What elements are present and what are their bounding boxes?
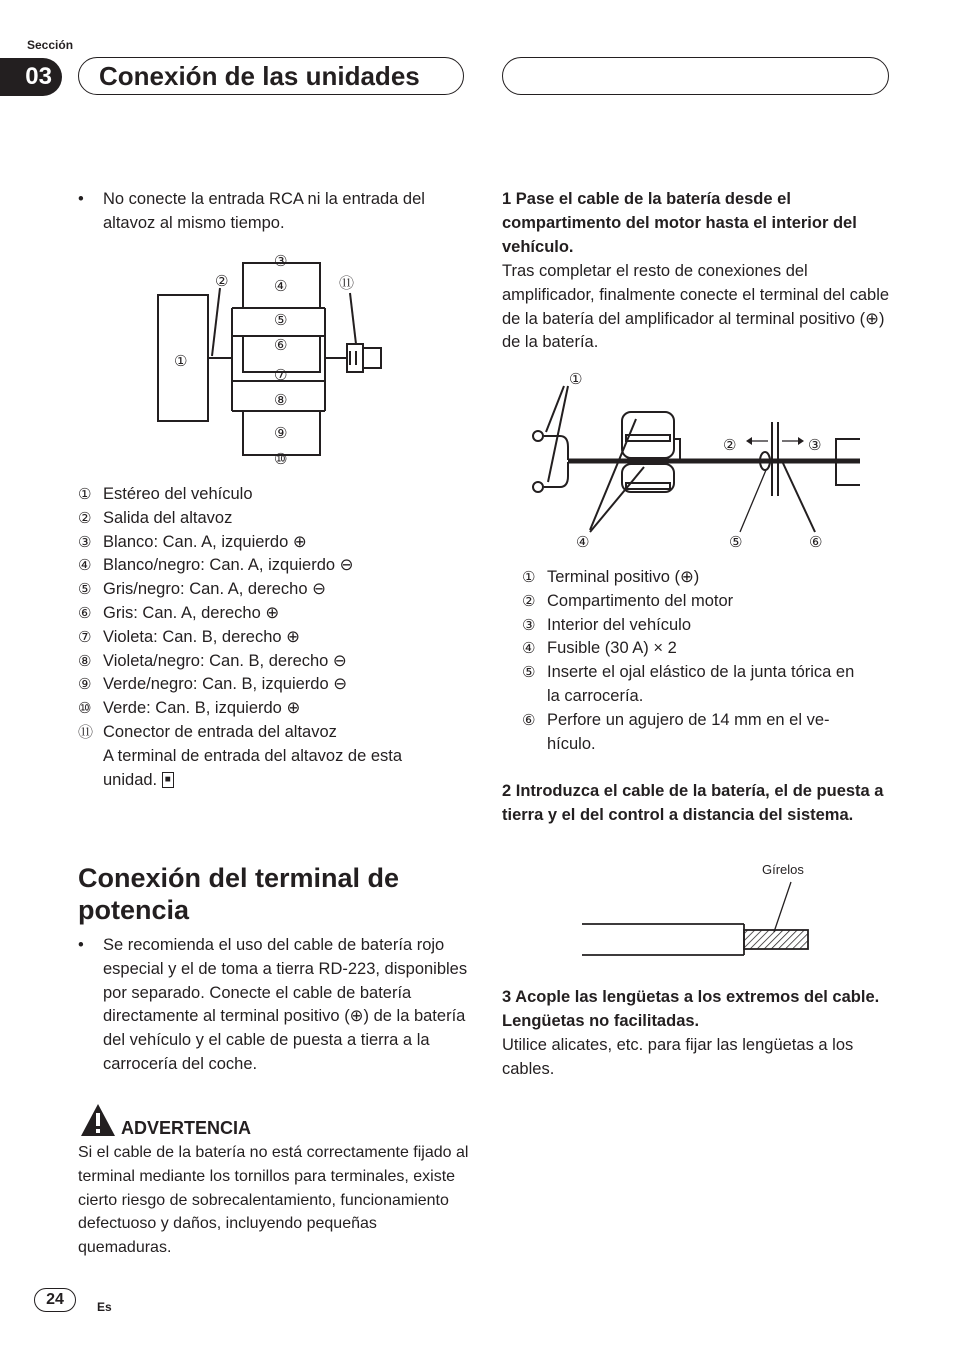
legend-item-continuation: unidad. ■	[78, 769, 478, 793]
bullet-rca-note: • No conecte la entrada RCA ni la entrada del altavoz al mismo tiempo.	[78, 190, 425, 232]
step-2-title: 2 Introduzca el cable de la batería, el de puesta a tierra y el del control a distancia del sistema.	[502, 782, 884, 824]
legend-item: ⑥ Perfore un agujero de 14 mm en el ve-	[522, 710, 830, 729]
legend-item: ③ Interior del vehículo	[522, 615, 691, 634]
diagram1-label-1: ①	[174, 352, 188, 370]
legend-item: ① Estéreo del vehículo	[78, 485, 253, 503]
twist-label: Gírelos	[762, 862, 804, 877]
step-1-title: 1 Pase el cable de la batería desde el compartimento del motor hasta el interior del vehículo.	[502, 190, 857, 256]
step-3-title: 3 Acople las lengüetas a los extremos del cable. Lengüetas no facilitadas.	[502, 988, 880, 1030]
bullet-battery-cable: • Se recomienda el uso del cable de batería rojo especial y el de toma a tierra RD-223, disponibles por separado. Conecte el cable de batería directamente al terminal positivo (⊕) de la batería del vehículo y el cable de puesta a tierra a la carrocería del coche.	[78, 936, 468, 1073]
speaker-wiring-diagram	[150, 248, 400, 473]
step-1-text: Tras completar el resto de conexiones del amplificador, finalmente conecte el terminal del cable de la batería del amplificador al terminal positivo (⊕) de la batería.	[502, 262, 890, 352]
legend-item: ④ Blanco/negro: Can. A, izquierdo ⊖	[78, 556, 354, 575]
legend-item-continuation: hículo.	[547, 734, 596, 753]
header-blank-pill	[502, 57, 889, 95]
section-label: Sección	[27, 38, 74, 52]
diagram1-label-4: ④	[274, 277, 288, 295]
diagram2-label-5: ⑤	[729, 533, 743, 551]
legend-item: ⑩ Verde: Can. B, izquierdo ⊕	[78, 699, 301, 718]
warning-text: Si el cable de la batería no está correctamente fijado al terminal mediante los tornillos para terminales, existe cierto riesgo de sobrecalentamiento, funcionamiento defectuoso y daños, incluyendo pequeñas quemaduras.	[78, 1144, 469, 1257]
page-number: 24	[34, 1288, 76, 1312]
warning-title: ADVERTENCIA	[121, 1118, 252, 1138]
diagram1-label-9: ⑨	[274, 424, 288, 442]
cable-twist-diagram	[578, 880, 818, 960]
legend-item: ⑤ Gris/negro: Can. A, derecho ⊖	[78, 580, 326, 599]
language-code: Es	[97, 1300, 112, 1314]
legend-item-continuation: A terminal de entrada del altavoz de esta	[103, 746, 403, 765]
diagram1-label-11: ⑪	[339, 274, 355, 292]
legend-item: ⑥ Gris: Can. A, derecho ⊕	[78, 603, 280, 622]
section-title: Conexión de las unidades	[78, 57, 464, 95]
legend-item-continuation: la carrocería.	[547, 686, 644, 705]
diagram1-label-10: ⑩	[274, 450, 288, 468]
legend-item: ⑧ Violeta/negro: Can. B, derecho ⊖	[78, 651, 347, 670]
diagram1-label-6: ⑥	[274, 336, 288, 354]
end-mark-icon: ■	[162, 772, 174, 788]
legend-item: ⑨ Verde/negro: Can. B, izquierdo ⊖	[78, 675, 348, 694]
diagram2-label-6: ⑥	[809, 533, 823, 551]
section-number-badge: 03	[0, 58, 62, 96]
power-terminal-heading: Conexión del terminal de potencia	[78, 863, 400, 925]
legend-item: ③ Blanco: Can. A, izquierdo ⊕	[78, 532, 307, 551]
diagram2-label-1: ①	[569, 370, 583, 388]
warning-icon	[79, 1102, 117, 1138]
diagram1-label-2: ②	[215, 272, 229, 290]
diagram1-label-3: ③	[274, 252, 288, 270]
diagram1-label-8: ⑧	[274, 391, 288, 409]
battery-cable-diagram	[520, 362, 870, 557]
diagram1-label-5: ⑤	[274, 311, 288, 329]
legend-item: ② Salida del altavoz	[78, 508, 233, 527]
legend-item: ④ Fusible (30 A) × 2	[522, 639, 677, 658]
speaker-legend	[78, 483, 478, 792]
diagram1-label-7: ⑦	[274, 366, 288, 384]
battery-legend	[522, 566, 902, 756]
legend-item: ① Terminal positivo (⊕)	[522, 568, 700, 586]
step-3-text: Utilice alicates, etc. para fijar las lengüetas a los cables.	[502, 1036, 854, 1078]
legend-item: ⑦ Violeta: Can. B, derecho ⊕	[78, 627, 300, 646]
diagram2-label-3: ③	[808, 436, 822, 454]
legend-item: ⑤ Inserte el ojal elástico de la junta tórica en	[522, 663, 855, 682]
diagram2-label-4: ④	[576, 533, 590, 551]
legend-item: ⑪ Conector de entrada del altavoz	[78, 722, 337, 741]
legend-item: ② Compartimento del motor	[522, 591, 734, 610]
diagram2-label-2: ②	[723, 436, 737, 454]
